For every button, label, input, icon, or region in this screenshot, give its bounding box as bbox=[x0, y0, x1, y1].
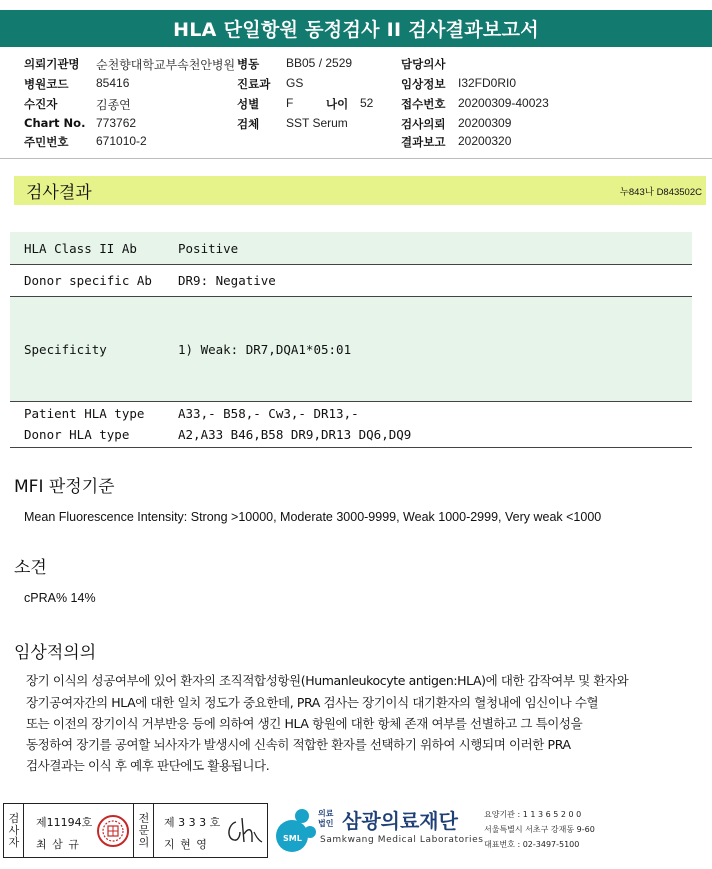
specialist-license: 제 3 3 3 호 bbox=[164, 816, 221, 829]
contact-line: 요양기관 : 1 1 3 6 5 2 0 0 bbox=[484, 810, 582, 819]
sml-logo-icon bbox=[272, 806, 318, 854]
patient-hla-value: A33,- B58,- Cw3,- DR13,- bbox=[178, 406, 359, 421]
doctor-label: 담당의사 bbox=[401, 57, 446, 71]
patient-hla-label: Patient HLA type bbox=[24, 406, 145, 421]
finding-heading: 소견 bbox=[14, 558, 47, 578]
table-row bbox=[10, 265, 692, 296]
age-value: 52 bbox=[360, 96, 374, 110]
institution-label: 의뢰기관명 bbox=[24, 57, 80, 71]
id-value: 671010-2 bbox=[96, 134, 147, 148]
examiner-seal-icon bbox=[96, 813, 130, 849]
specificity-label: Specificity bbox=[24, 342, 107, 357]
signature-icon bbox=[222, 812, 264, 850]
table-row bbox=[10, 232, 692, 264]
info-divider bbox=[0, 158, 712, 159]
specialist-name: 지 현 영 bbox=[164, 838, 208, 851]
clinical-line: 또는 이전의 장기이식 거부반응 등에 의하여 생긴 HLA 항원에 대한 항체 존재 여부를 선별하고 그 특이성을 bbox=[26, 716, 583, 731]
id-label: 주민번호 bbox=[24, 135, 69, 149]
org-prefix: 의료법인 bbox=[318, 809, 334, 828]
table-divider bbox=[10, 447, 692, 448]
report-title: HLA 단일항원 동정검사 II 검사결과보고서 bbox=[0, 10, 712, 47]
patient-label: 수진자 bbox=[24, 97, 58, 111]
ward-label: 병동 bbox=[237, 57, 260, 71]
examiner-license: 제11194호 bbox=[36, 816, 93, 829]
specificity-value: 1) Weak: DR7,DQA1*05:01 bbox=[178, 342, 352, 357]
result-section-bar bbox=[14, 176, 706, 205]
specialist-label: 전 문 의 bbox=[138, 812, 150, 849]
examiner-name: 최 삼 규 bbox=[36, 838, 80, 851]
result-section-code: 누843나 D843502C bbox=[619, 186, 702, 198]
mfi-text: Mean Fluorescence Intensity: Strong >10000, Moderate 3000-9999, Weak 1000-2999, Very weak <1000 bbox=[24, 510, 602, 524]
patient-value: 김종연 bbox=[96, 98, 131, 112]
signature-box bbox=[3, 803, 268, 858]
request-label: 검사의뢰 bbox=[401, 117, 446, 131]
dsa-value: DR9: Negative bbox=[178, 273, 276, 288]
table-row bbox=[10, 425, 692, 447]
donor-hla-value: A2,A33 B46,B58 DR9,DR13 DQ6,DQ9 bbox=[178, 427, 412, 442]
clinical-heading: 임상적의의 bbox=[14, 643, 97, 663]
clinical-line: 장기공여자간의 HLA에 대한 일치 정도가 중요한데, PRA 검사는 장기이식 대기환자의 혈청내에 임신이나 수혈 bbox=[26, 695, 599, 710]
receipt-value: 20200309-40023 bbox=[458, 96, 549, 110]
age-label: 나이 bbox=[326, 97, 349, 111]
mfi-heading: MFI 판정기준 bbox=[14, 477, 115, 497]
donor-hla-label: Donor HLA type bbox=[24, 427, 130, 442]
table-divider bbox=[10, 401, 692, 402]
class2-label: HLA Class II Ab bbox=[24, 241, 137, 256]
table-row bbox=[10, 404, 692, 426]
dsa-label: Donor specific Ab bbox=[24, 273, 152, 288]
sml-logo-text: SML bbox=[283, 834, 302, 843]
class2-value: Positive bbox=[178, 241, 239, 256]
hospital-code-label: 병원코드 bbox=[24, 77, 69, 91]
hospital-code-value: 85416 bbox=[96, 76, 130, 90]
test-info-value: I32FD0RI0 bbox=[458, 76, 517, 90]
org-english-name: Samkwang Medical Laboratories bbox=[320, 835, 484, 845]
examiner-label: 검 사 자 bbox=[8, 812, 20, 849]
test-info-label: 임상정보 bbox=[401, 77, 446, 91]
specimen-label: 검체 bbox=[237, 117, 260, 131]
report-value: 20200320 bbox=[458, 134, 512, 148]
sex-label: 성별 bbox=[237, 97, 260, 111]
receipt-label: 접수번호 bbox=[401, 97, 446, 111]
clinical-line: 검사결과는 이식 후 예후 판단에도 활용됩니다. bbox=[26, 758, 270, 773]
chart-label: Chart No. bbox=[24, 116, 86, 130]
sex-value: F bbox=[286, 96, 294, 110]
contact-line: 서울특별시 서초구 강재동 9-60 bbox=[484, 825, 595, 834]
clinical-line: 장기 이식의 성공여부에 있어 환자의 조직적합성항원(Humanleukocyte antigen:HLA)에 대한 감작여부 및 환자와 bbox=[26, 673, 629, 688]
request-value: 20200309 bbox=[458, 116, 512, 130]
institution-value: 순천향대학교부속천안병원 bbox=[96, 58, 236, 72]
contact-line: 대표번호 : 02-3497-5100 bbox=[484, 840, 580, 849]
report-label: 결과보고 bbox=[401, 135, 446, 149]
clinical-line: 동정하여 장기를 공여할 뇌사자가 발생시에 신속히 적합한 환자를 선택하기 위하여 시행되며 이러한 PRA bbox=[26, 737, 571, 752]
ward-value: BB05 / 2529 bbox=[286, 56, 353, 70]
dept-label: 진료과 bbox=[237, 77, 271, 91]
result-section-title: 검사결과 bbox=[26, 183, 92, 203]
info-grid bbox=[0, 52, 712, 152]
chart-value: 773762 bbox=[96, 116, 137, 130]
finding-text: cPRA% 14% bbox=[24, 591, 96, 605]
org-name: 삼광의료재단 bbox=[342, 809, 458, 833]
table-row bbox=[10, 297, 692, 401]
dept-value: GS bbox=[286, 76, 304, 90]
specimen-value: SST Serum bbox=[286, 116, 348, 130]
